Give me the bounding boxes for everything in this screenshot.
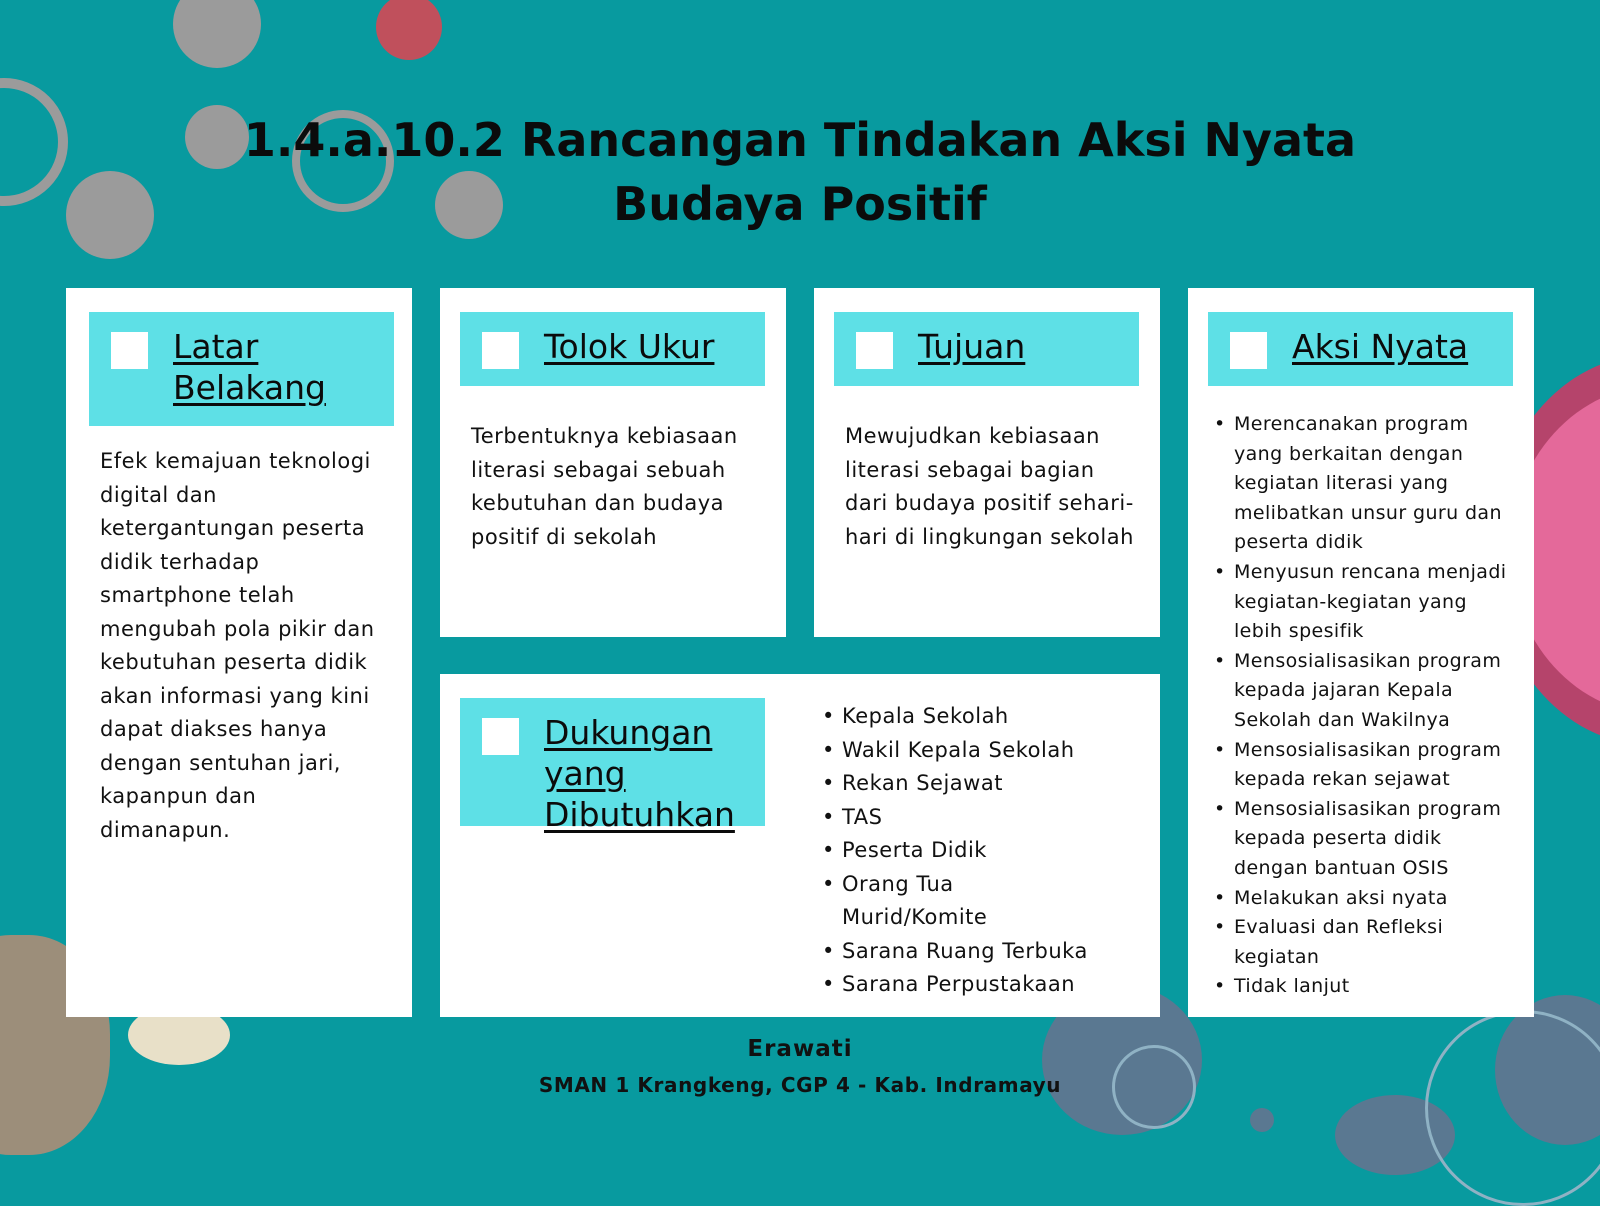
list-item: • Tidak lanjut bbox=[1214, 972, 1519, 1002]
list-item: • Sarana Perpustakaan bbox=[822, 968, 1112, 1002]
author-school: SMAN 1 Krangkeng, CGP 4 - Kab. Indramayu bbox=[538, 1073, 1062, 1097]
list-item: • Merencanakan program yang berkaitan dengan kegiatan literasi yang melibatkan unsur guru dan peserta didik bbox=[1214, 410, 1519, 558]
list-item: • Orang Tua Murid/Komite bbox=[822, 868, 992, 935]
tolok-ukur-text: Terbentuknya kebiasaan literasi sebagai sebuah kebutuhan dan budaya positif di sekolah bbox=[471, 424, 738, 549]
page-title-line2: Budaya Positif bbox=[613, 177, 987, 231]
list-item: • Mensosialisasikan program kepada jajaran Kepala Sekolah dan Wakilnya bbox=[1214, 647, 1519, 736]
card-tolok-ukur bbox=[440, 288, 786, 637]
list-item: • Sarana Ruang Terbuka bbox=[822, 935, 1112, 969]
card-tujuan bbox=[814, 288, 1160, 637]
tolok-ukur-title: Tolok Ukur bbox=[544, 327, 715, 366]
page-title-line1: 1.4.a.10.2 Rancangan Tindakan Aksi Nyata bbox=[243, 113, 1357, 167]
page-title bbox=[200, 108, 1400, 236]
list-item: • TAS bbox=[822, 801, 1112, 835]
list-item: • Melakukan aksi nyata bbox=[1214, 884, 1519, 914]
author-name: Erawati bbox=[747, 1036, 853, 1062]
list-item: • Menyusun rencana menjadi kegiatan-kegiatan yang lebih spesifik bbox=[1214, 558, 1519, 647]
aksi-nyata-title: Aksi Nyata bbox=[1292, 327, 1469, 366]
decor-ring-slate bbox=[1250, 1108, 1274, 1132]
list-item: • Wakil Kepala Sekolah bbox=[822, 734, 1112, 768]
tujuan-header bbox=[834, 312, 1139, 386]
dukungan-list bbox=[822, 700, 1112, 1002]
dukungan-header bbox=[460, 698, 765, 834]
list-item: • Kepala Sekolah bbox=[822, 700, 1112, 734]
checkbox-icon bbox=[482, 332, 519, 369]
latar-belakang-header bbox=[89, 312, 394, 426]
tolok-ukur-header bbox=[460, 312, 765, 386]
checkbox-icon bbox=[111, 332, 148, 369]
list-item: • Peserta Didik bbox=[822, 834, 1112, 868]
tujuan-title: Tujuan bbox=[918, 327, 1026, 366]
decor-circle-gray bbox=[66, 171, 154, 259]
dukungan-title: Dukungan yang Dibutuhkan bbox=[544, 713, 735, 834]
decor-circle-red bbox=[376, 0, 442, 60]
decor-ring-gray bbox=[0, 78, 68, 206]
list-item: • Mensosialisasikan program kepada rekan sejawat bbox=[1214, 736, 1519, 795]
tujuan-text: Mewujudkan kebiasaan literasi sebagai bagian dari budaya positif sehari-hari di lingkungan sekolah bbox=[845, 424, 1134, 549]
list-item: • Mensosialisasikan program kepada peserta didik dengan bantuan OSIS bbox=[1214, 795, 1519, 884]
decor-circle-gray bbox=[173, 0, 261, 68]
list-item: • Rekan Sejawat bbox=[822, 767, 1112, 801]
aksi-nyata-header bbox=[1208, 312, 1513, 386]
checkbox-icon bbox=[1230, 332, 1267, 369]
aksi-nyata-list bbox=[1214, 410, 1519, 1002]
card-latar-belakang bbox=[66, 288, 412, 1017]
card-aksi-nyata bbox=[1188, 288, 1534, 1017]
list-item: • Evaluasi dan Refleksi kegiatan bbox=[1214, 913, 1519, 972]
checkbox-icon bbox=[482, 718, 519, 755]
latar-belakang-title: Latar Belakang bbox=[173, 327, 326, 407]
latar-belakang-text: Efek kemajuan teknologi digital dan ketergantungan peserta didik terhadap smartphone telah mengubah pola pikir dan kebutuhan peserta didik akan informasi yang kini dapat diakses hanya dengan sentuhan jari, kapanpun dan dimanapun. bbox=[100, 449, 375, 842]
checkbox-icon bbox=[856, 332, 893, 369]
card-dukungan bbox=[440, 674, 1160, 1017]
